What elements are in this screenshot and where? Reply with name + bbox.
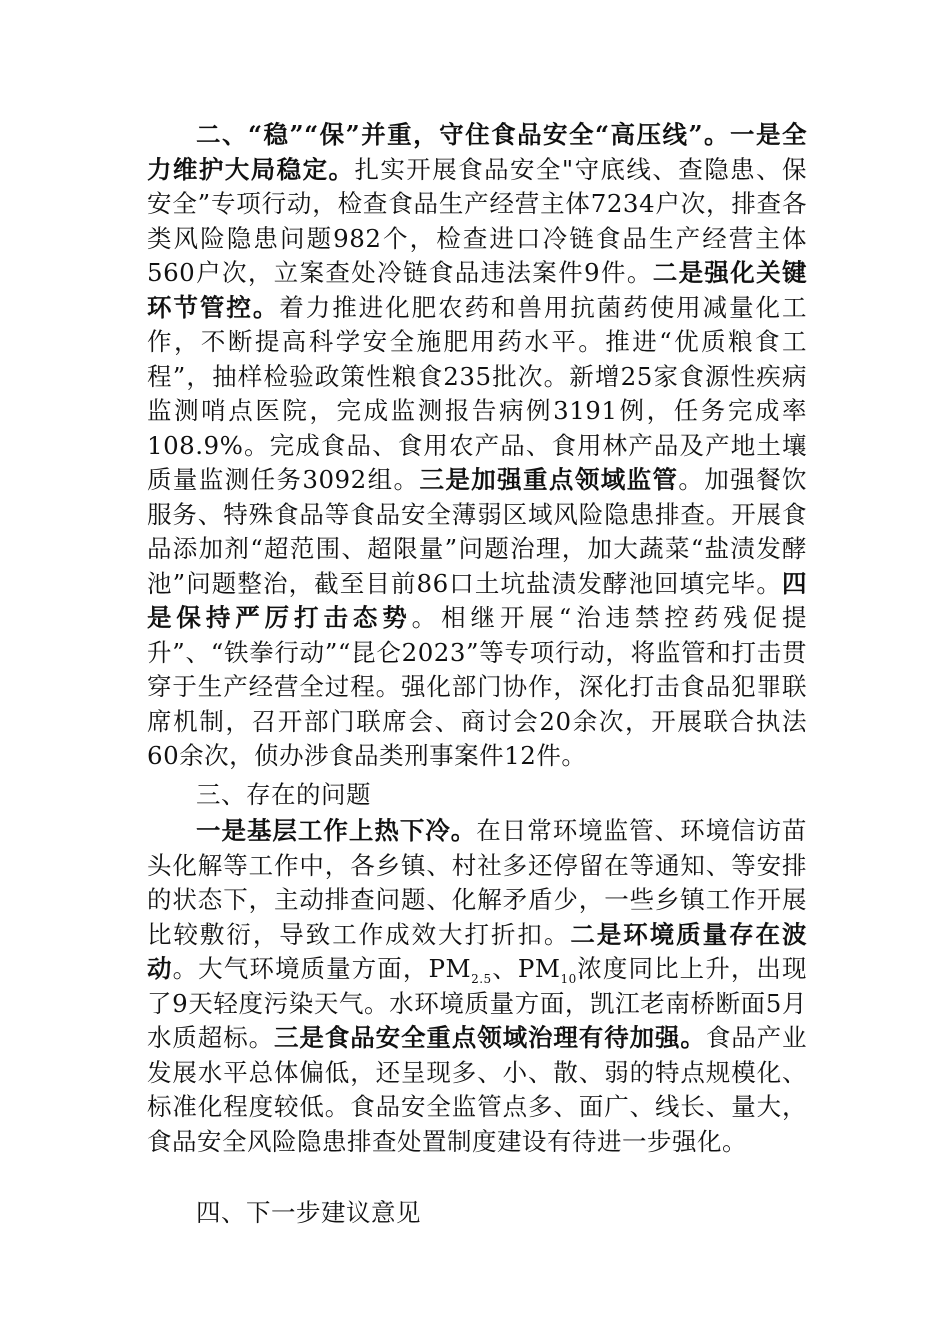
point-2-lead: 二是强化关键环节管控。 [147, 258, 808, 322]
problem-1-lead: 一是基层工作上热下冷。 [196, 816, 477, 845]
problem-2-text-a: 。大气环境质量方面， [172, 954, 429, 983]
problem-2-text-b: 浓度同比上升，出现了9天轻度污染天气。水环境质量方面，凯江老南桥断面5月水质超标。 [147, 954, 808, 1052]
section-3-heading: 三、存在的问题 [196, 780, 371, 809]
section-2-heading: 二、“稳”“保”并重，守住食品安全“高压线”。 [196, 120, 731, 149]
point-3-text: 。加强餐饮服务、特殊食品等食品安全薄弱区域风险隐患排查。开展食品添加剂“超范围、超限量”问题治理，加大蔬菜“盐渍发酵池”问题整治，截至目前86口土坑盐渍发酵池回填完毕。 [147, 465, 808, 598]
section-3-paragraph [147, 814, 807, 1159]
section-4-heading: 四、下一步建议意见 [196, 1198, 421, 1227]
point-4-lead: 四是保持严厉打击态势 [147, 568, 807, 632]
point-3-lead: 三是加强重点领域监管 [419, 465, 679, 494]
problem-1-text: 在日常环境监管、环境信访苗头化解等工作中，各乡镇、村社多还停留在等通知、等安排的状态下，主动排查问题、化解矛盾少，一些乡镇工作开展比较敷衍，导致工作成效大打折扣。 [147, 816, 808, 949]
point-4-text: 。相继开展“治违禁控药残促提升”、“铁拳行动”“昆仑2023”等专项行动，将监管和打击贯穿于生产经营全过程。强化部门协作，深化打击食品犯罪联席机制，召开部门联席会、商讨会20余次，开展联合执法60余次，侦办涉食品类刑事案件12件。 [147, 603, 807, 770]
problem-3-lead: 三是食品安全重点领域治理有待加强。 [274, 1023, 706, 1052]
pm10-subscript: 10 [560, 971, 577, 986]
section-2-paragraph [147, 118, 807, 774]
pm-separator: 、 [491, 954, 518, 983]
pm10-label: PM [517, 954, 561, 983]
point-2-text: 着力推进化肥农药和兽用抗菌药使用减量化工作，不断提高科学安全施肥用药水平。推进“优质粮食工程”，抽样检验政策性粮食235批次。新增25家食源性疾病监测哨点医院，完成监测报告病例3191例，任务完成率108.9%。完成食品、食用农产品、食用林产品及产地土壤质量监测任务3092组。 [147, 292, 808, 494]
pm25-subscript: 2.5 [471, 971, 492, 986]
problem-2-lead: 二是环境质量存在波动 [147, 919, 808, 983]
problem-3-text: 食品产业发展水平总体偏低，还呈现多、小、散、弱的特点规模化、标准化程度较低。食品安全监管点多、面广、线长、量大，食品安全风险隐患排查处置制度建设有待进一步强化。 [147, 1023, 808, 1156]
pm25-label: PM [428, 954, 472, 983]
point-1-text: 扎实开展食品安全"守底线、查隐患、保安全”专项行动，检查食品生产经营主体7234户次，排查各类风险隐患问题982个，检查进口冷链食品生产经营主体560户次，立案查处冷链食品违法案件9件。 [147, 154, 807, 287]
point-1-lead: 一是全力维护大局稳定。 [147, 120, 807, 184]
